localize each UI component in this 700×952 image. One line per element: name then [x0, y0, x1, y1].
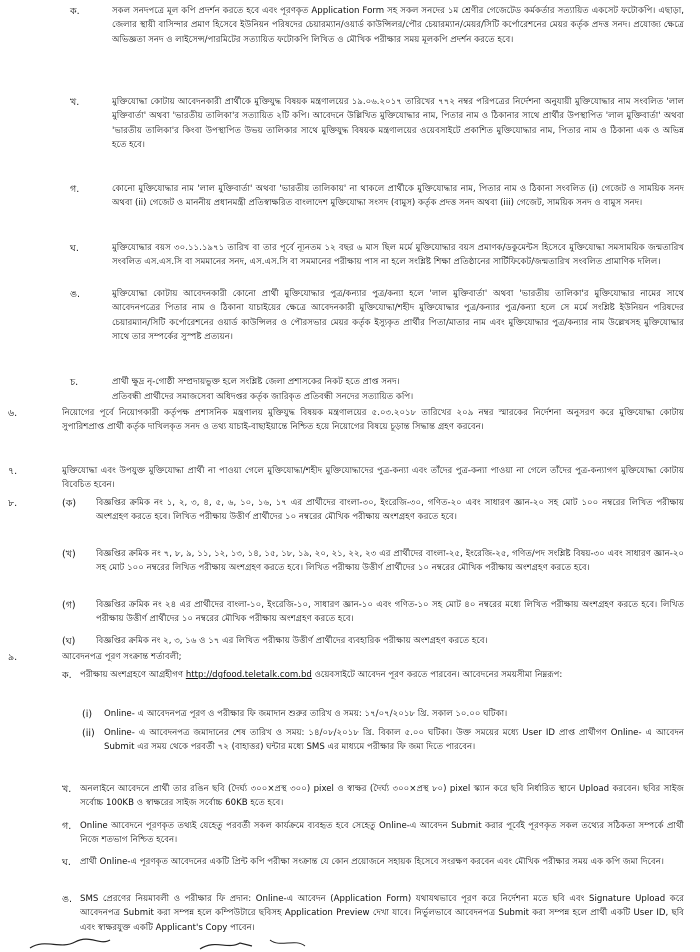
item-9a-marker: ক. [62, 670, 72, 681]
item-8c-text: বিজ্ঞপ্তির ক্রমিক নং ২৪ এর প্রার্থীদের বাংলা-১০, ইংরেজি-১০, সাধারণ জ্ঞান-১০ এবং গণিত-১০ সহ মোট ৪০ নম্বরের মধ্যে লিখিত পরীক্ষায় অংশগ্রহণ করতে হবে। লিখিত পরীক্ষায় উত্তীর্ণ প্রার্থীদের ১০ নম্বরের মৌখিক পরীক্ষায় অংশগ্রহণ করতে হবে। [96, 600, 684, 625]
item-9d-text: প্রার্থী Online-এ পূরণকৃত আবেদনের একটি প্রিন্ট কপি পরীক্ষা সংক্রান্ত যে কোন প্রয়োজনে সহায়ক হিসেবে সংরক্ষণ করবেন এবং মৌখিক পরীক্ষার সময় এক কপি জমা দিবেন। [80, 857, 664, 867]
signature-marks [0, 934, 700, 952]
item-9b-text: অনলাইনে আবেদনে প্রার্থী তার রঙিন ছবি (দৈর্ঘ্য ৩০০×প্রস্থ ৩০০) pixel ও স্বাক্ষর (দৈর্ঘ্য ৩০০×প্রস্থ ৮০) pixel স্ক্যান করে ছবি নির্ধারিত স্থানে Upload করবেন। ছবির সাইজ সর্বোচ্চ 100KB ও স্বাক্ষরের সাইজ সর্বোচ্চ 60KB হতে হবে। [80, 784, 684, 809]
item-6-text: নিয়োগের পূর্বে নিয়োগকারী কর্তৃপক্ষ প্রশাসনিক মন্ত্রণালয় মুক্তিযুদ্ধ বিষয়ক মন্ত্রণালয়ের ৫.০৩.২০১৮ তারিখের ২০৯ নম্বর স্মারকের নির্দেশনা অনুসরণ করে মুক্তিযোদ্ধা কোটায় সুপারিশপ্রাপ্ত প্রার্থী কর্তৃক দাখিলকৃত সনদ ও তথ্য যাচাই-বাছাইয়ান্তে নিশ্চিত হয়ে নিয়োগের বিষয়ে চূড়ান্ত সিদ্ধান্ত গ্রহণ করবেন। [62, 408, 684, 433]
item-9a-pre: পরীক্ষায় অংশগ্রহণে আগ্রহীগণ [80, 670, 186, 680]
item-g-text: কোনো মুক্তিযোদ্ধার নাম 'লাল মুক্তিবার্তা' অথবা 'ভারতীয় তালিকায়' না থাকলে প্রার্থীকে মুক্তিযোদ্ধার নাম, পিতার নাম ও ঠিকানা সংবলিত (i) গেজেট ও সাময়িক সনদ অথবা (ii) গেজেট ও মাননীয় প্রধানমন্ত্রী প্রতিস্বাক্ষরিত বাংলাদেশ মুক্তিযোদ্ধা সংসদ (বামুস) কর্তৃক প্রদত্ত সনদ অথবা (iii) গেজেট, সাময়িক সনদ ও বামুস সনদ। [112, 184, 684, 209]
item-ch-marker: চ. [70, 377, 79, 388]
item-ch-line1: প্রার্থী ক্ষুদ্র নৃ-গোষ্ঠী সম্প্রদায়ভুক্ত হলে সংশ্লিষ্ট জেলা প্রশাসকের নিকট হতে প্রাপ্ত সনদ। [112, 377, 400, 387]
item-8c-marker: (গ) [62, 600, 76, 611]
item-ng-marker: ঙ. [70, 289, 80, 300]
item-9c-text: Online আবেদনে পূরণকৃত তথ্যই যেহেতু পরবর্তী সকল কার্যক্রমে ব্যবহৃত হবে সেহেতু Online-এ আবেদন Submit করার পূর্বেই পূরণকৃত সকল তথ্যের সঠিকতা সম্পর্কে প্রার্থী নিজে শতভাগ নিশ্চিত হবেন। [80, 821, 684, 846]
item-9a-ii-text: Online- এ আবেদনপত্র জমাদানের শেষ তারিখ ও সময়: ১৪/০৮/২০১৮ খ্রি. বিকাল ৫.০০ ঘটিকা। উক্ত সময়ের মধ্যে User ID প্রাপ্ত প্রার্থীগণ Online- এ আবেদন Submit এর সময় থেকে পরবর্তী ৭২ (বাহাত্তর) ঘন্টার মধ্যে SMS এর মাধ্যমে পরীক্ষার ফি জমা দিতে পারবেন। [104, 728, 684, 753]
application-website-link[interactable]: http://dgfood.teletalk.com.bd [185, 670, 312, 680]
item-k-marker: ক. [70, 6, 80, 17]
item-9b-marker: খ. [62, 784, 72, 795]
item-9a-post: ওয়েবসাইটে আবেদন পূরণ করতে পারবেন। আবেদনের সময়সীমা নিম্নরূপ: [311, 670, 563, 680]
item-8a-text: বিজ্ঞপ্তির ক্রমিক নং ১, ২, ৩, ৪, ৫, ৬, ১০, ১৬, ১৭ এর প্রার্থীদের বাংলা-৩০, ইংরেজি-৩০, গণিত-২০ এবং সাধারণ জ্ঞান-২০ সহ মোট ১০০ নম্বরের লিখিত পরীক্ষায় অংশগ্রহণ করতে হবে। লিখিত পরীক্ষায় উত্তীর্ণ প্রার্থীদের ১০ নম্বরের মৌখিক পরীক্ষায় অংশগ্রহণ করতে হবে। [96, 498, 684, 523]
item-9d-marker: ঘ. [62, 857, 71, 868]
item-ng-text: মুক্তিযোদ্ধা কোটায় আবেদনকারী কোনো প্রার্থী মুক্তিযোদ্ধার পুত্র/কন্যার পুত্র/কন্যা হলে 'লাল মুক্তিবার্তা' অথবা 'ভারতীয় তালিকা'র মুক্তিযোদ্ধার নামের সাথে আবেদনপত্রের পিতার নাম ও ঠিকানা যাচাইয়ের ক্ষেত্রে আবেদনকারী মুক্তিযোদ্ধা/শহীদ মুক্তিযোদ্ধার পুত্র/কন্যার পুত্র/কন্যা হলে সে মর্মে সংশ্লিষ্ট ইউনিয়ন পরিষদের চেয়ারম্যান/সিটি কর্পোরেশনের ওয়ার্ড কাউন্সিলর ও পৌরসভার মেয়র কর্তৃক ইস্যুকৃত প্রার্থীর পিতা/মাতার নাম এবং মুক্তিযোদ্ধার পুত্র/কন্যার নাম উল্লেখসহ মুক্তিযোদ্ধার সাথে তার সম্পর্কের সুস্পষ্ট প্রত্যয়ন। [112, 289, 684, 343]
item-ch-line2: প্রতিবন্ধী প্রার্থীদের সমাজসেবা অধিদপ্তর কর্তৃক জারিকৃত প্রতিবন্ধী সনদের সত্যায়িত কপি। [112, 392, 414, 402]
item-8-marker: ৮. [8, 498, 18, 509]
item-9c-marker: গ. [62, 821, 72, 832]
item-gh-marker: ঘ. [70, 243, 79, 254]
item-9-marker: ৯. [8, 652, 18, 663]
item-7-marker: ৭. [8, 466, 18, 477]
item-8d-text: বিজ্ঞপ্তির ক্রমিক নং ২, ৩, ১৬ ও ১৭ এর লিখিত পরীক্ষায় উত্তীর্ণ প্রার্থীদের ব্যবহারিক পরীক্ষায় অংশগ্রহণ করতে হবে। [96, 636, 488, 646]
item-kh-marker: খ. [70, 97, 80, 108]
item-9a-text [80, 668, 684, 698]
item-9e-marker: ঙ. [62, 894, 72, 905]
item-6-marker: ৬. [8, 408, 18, 419]
item-8b-text: বিজ্ঞপ্তির ক্রমিক নং ৭, ৮, ৯, ১১, ১২, ১৩, ১৪, ১৫, ১৮, ১৯, ২০, ২১, ২২, ২৩ এর প্রার্থীদের বাংলা-২৫, ইংরেজি-২৫, গণিত/পদ সংশ্লিষ্ট বিষয়-৩০ এবং সাধারণ জ্ঞান-২০ সহ মোট ১০০ নম্বরের লিখিত পরীক্ষায় অংশগ্রহণ করতে হবে। লিখিত পরীক্ষায় উত্তীর্ণ প্রার্থীদের ১০ নম্বরের মৌখিক পরীক্ষায় অংশগ্রহণ করতে হবে। [96, 549, 684, 574]
item-8a-marker: (ক) [62, 498, 77, 509]
item-8b-marker: (খ) [62, 549, 76, 560]
item-9a-ii-marker: (ii) [82, 728, 95, 739]
item-9a-i-text: Online- এ আবেদনপত্র পূরণ ও পরীক্ষার ফি জমাদান শুরুর তারিখ ও সময়: ১৭/০৭/২০১৮ খ্রি. সকাল ১০.০০ ঘটিকা। [104, 709, 508, 719]
item-8d-marker: (ঘ) [62, 636, 76, 647]
item-k-text: সকল সনদপত্রে মূল কপি প্রদর্শন করতে হবে এবং পূরণকৃত Application Form সহ সকল সনদের ১ম শ্রেণীর গেজেটেড কর্মকর্তার সত্যায়িত একসেট ফটোকপি। এছাড়া, জেলার স্থায়ী বাসিন্দার প্রমাণ হিসেবে ইউনিয়ন পরিষদের চেয়ারম্যান/ওয়ার্ড কাউন্সিলর/পৌর চেয়ারম্যান/মেয়র/সিটি কর্পোরেশনের মেয়র কর্তৃক প্রদত্ত সনদ। প্রযোজ্য ক্ষেত্রে অভিজ্ঞতা সনদ ও লাইসেন্স/পারমিটের সত্যায়িত ফটোকপি লিখিত ও মৌখিক পরীক্ষার সময় মূলকপি প্রদর্শন করতে হবে। [112, 6, 684, 45]
item-g-marker: গ. [70, 184, 80, 195]
item-9e-text: SMS প্রেরণের নিয়মাবলী ও পরীক্ষার ফি প্রদান: Online-এ আবেদন (Application Form) যথাযথভাবে পূরণ করে নির্দেশনা মতে ছবি এবং Signature Upload করে আবেদনপত্র Submit করা সম্পন্ন হলে কম্পিউটারে ছবিসহ Application Preview দেখা যাবে। নির্ভুলভাবে আবেদনপত্র Submit করা সম্পন্ন হলে প্রার্থী একটি User ID, ছবি এবং স্বাক্ষরযুক্ত একটি Applicant's Copy পাবেন। [80, 894, 684, 933]
item-9a-i-marker: (i) [82, 709, 93, 720]
item-9-heading: আবেদনপত্র পূরণ সংক্রান্ত শর্তাবলী; [62, 652, 182, 662]
item-gh-text: মুক্তিযোদ্ধার বয়স ৩০.১১.১৯৭১ তারিখ বা তার পূর্বে ন্যূনতম ১২ বছর ৬ মাস ছিল মর্মে মুক্তিযোদ্ধার বয়স প্রমাণক/ডকুমেন্টস হিসেবে মুক্তিযোদ্ধা সমসাময়িক জন্মতারিখ সংবলিত এস.এস.সি বা সমমানের সনদ, এস.এস.সি বা সমমানের পরীক্ষায় পাস না হলে সংশ্লিষ্ট শিক্ষা প্রতিষ্ঠানের সার্টিফিকেট/জন্মতারিখ সংবলিত প্রামাণিক দলিল। [112, 243, 684, 268]
item-kh-text: মুক্তিযোদ্ধা কোটায় আবেদনকারী প্রার্থীকে মুক্তিযুদ্ধ বিষয়ক মন্ত্রণালয়ের ১৯.০৬.২০১৭ তারিখের ৭৭২ নম্বর পরিপত্রের নির্দেশনা অনুযায়ী মুক্তিযোদ্ধার নাম সংবলিত 'লাল মুক্তিবার্তা' অথবা 'ভারতীয় তালিকা'র সত্যায়িত ২টি কপি। আবেদনে উল্লিখিত মুক্তিযোদ্ধার নাম, পিতার নাম ও ঠিকানার সাথে প্রার্থীর উপস্থাপিত 'লাল মুক্তিবার্তা' অথবা 'ভারতীয় তালিকা'র কিংবা উপস্থাপিত উভয় তালিকার সাথে মুক্তিযুদ্ধ বিষয়ক মন্ত্রণালয়ের ওয়েবসাইটে প্রকাশিত মুক্তিযোদ্ধার নাম, পিতার নাম ও ঠিকানা এক ও অভিন্ন হতে হবে। [112, 97, 684, 151]
item-7-text: মুক্তিযোদ্ধা এবং উপযুক্ত মুক্তিযোদ্ধা প্রার্থী না পাওয়া গেলে মুক্তিযোদ্ধা/শহীদ মুক্তিযোদ্ধাদের পুত্র-কন্যা এবং তাঁদের পুত্র-কন্যা পাওয়া না গেলে তাঁদের পুত্র-কন্যাগণ মুক্তিযোদ্ধা কোটায় বিবেচিত হবেন। [62, 466, 684, 491]
